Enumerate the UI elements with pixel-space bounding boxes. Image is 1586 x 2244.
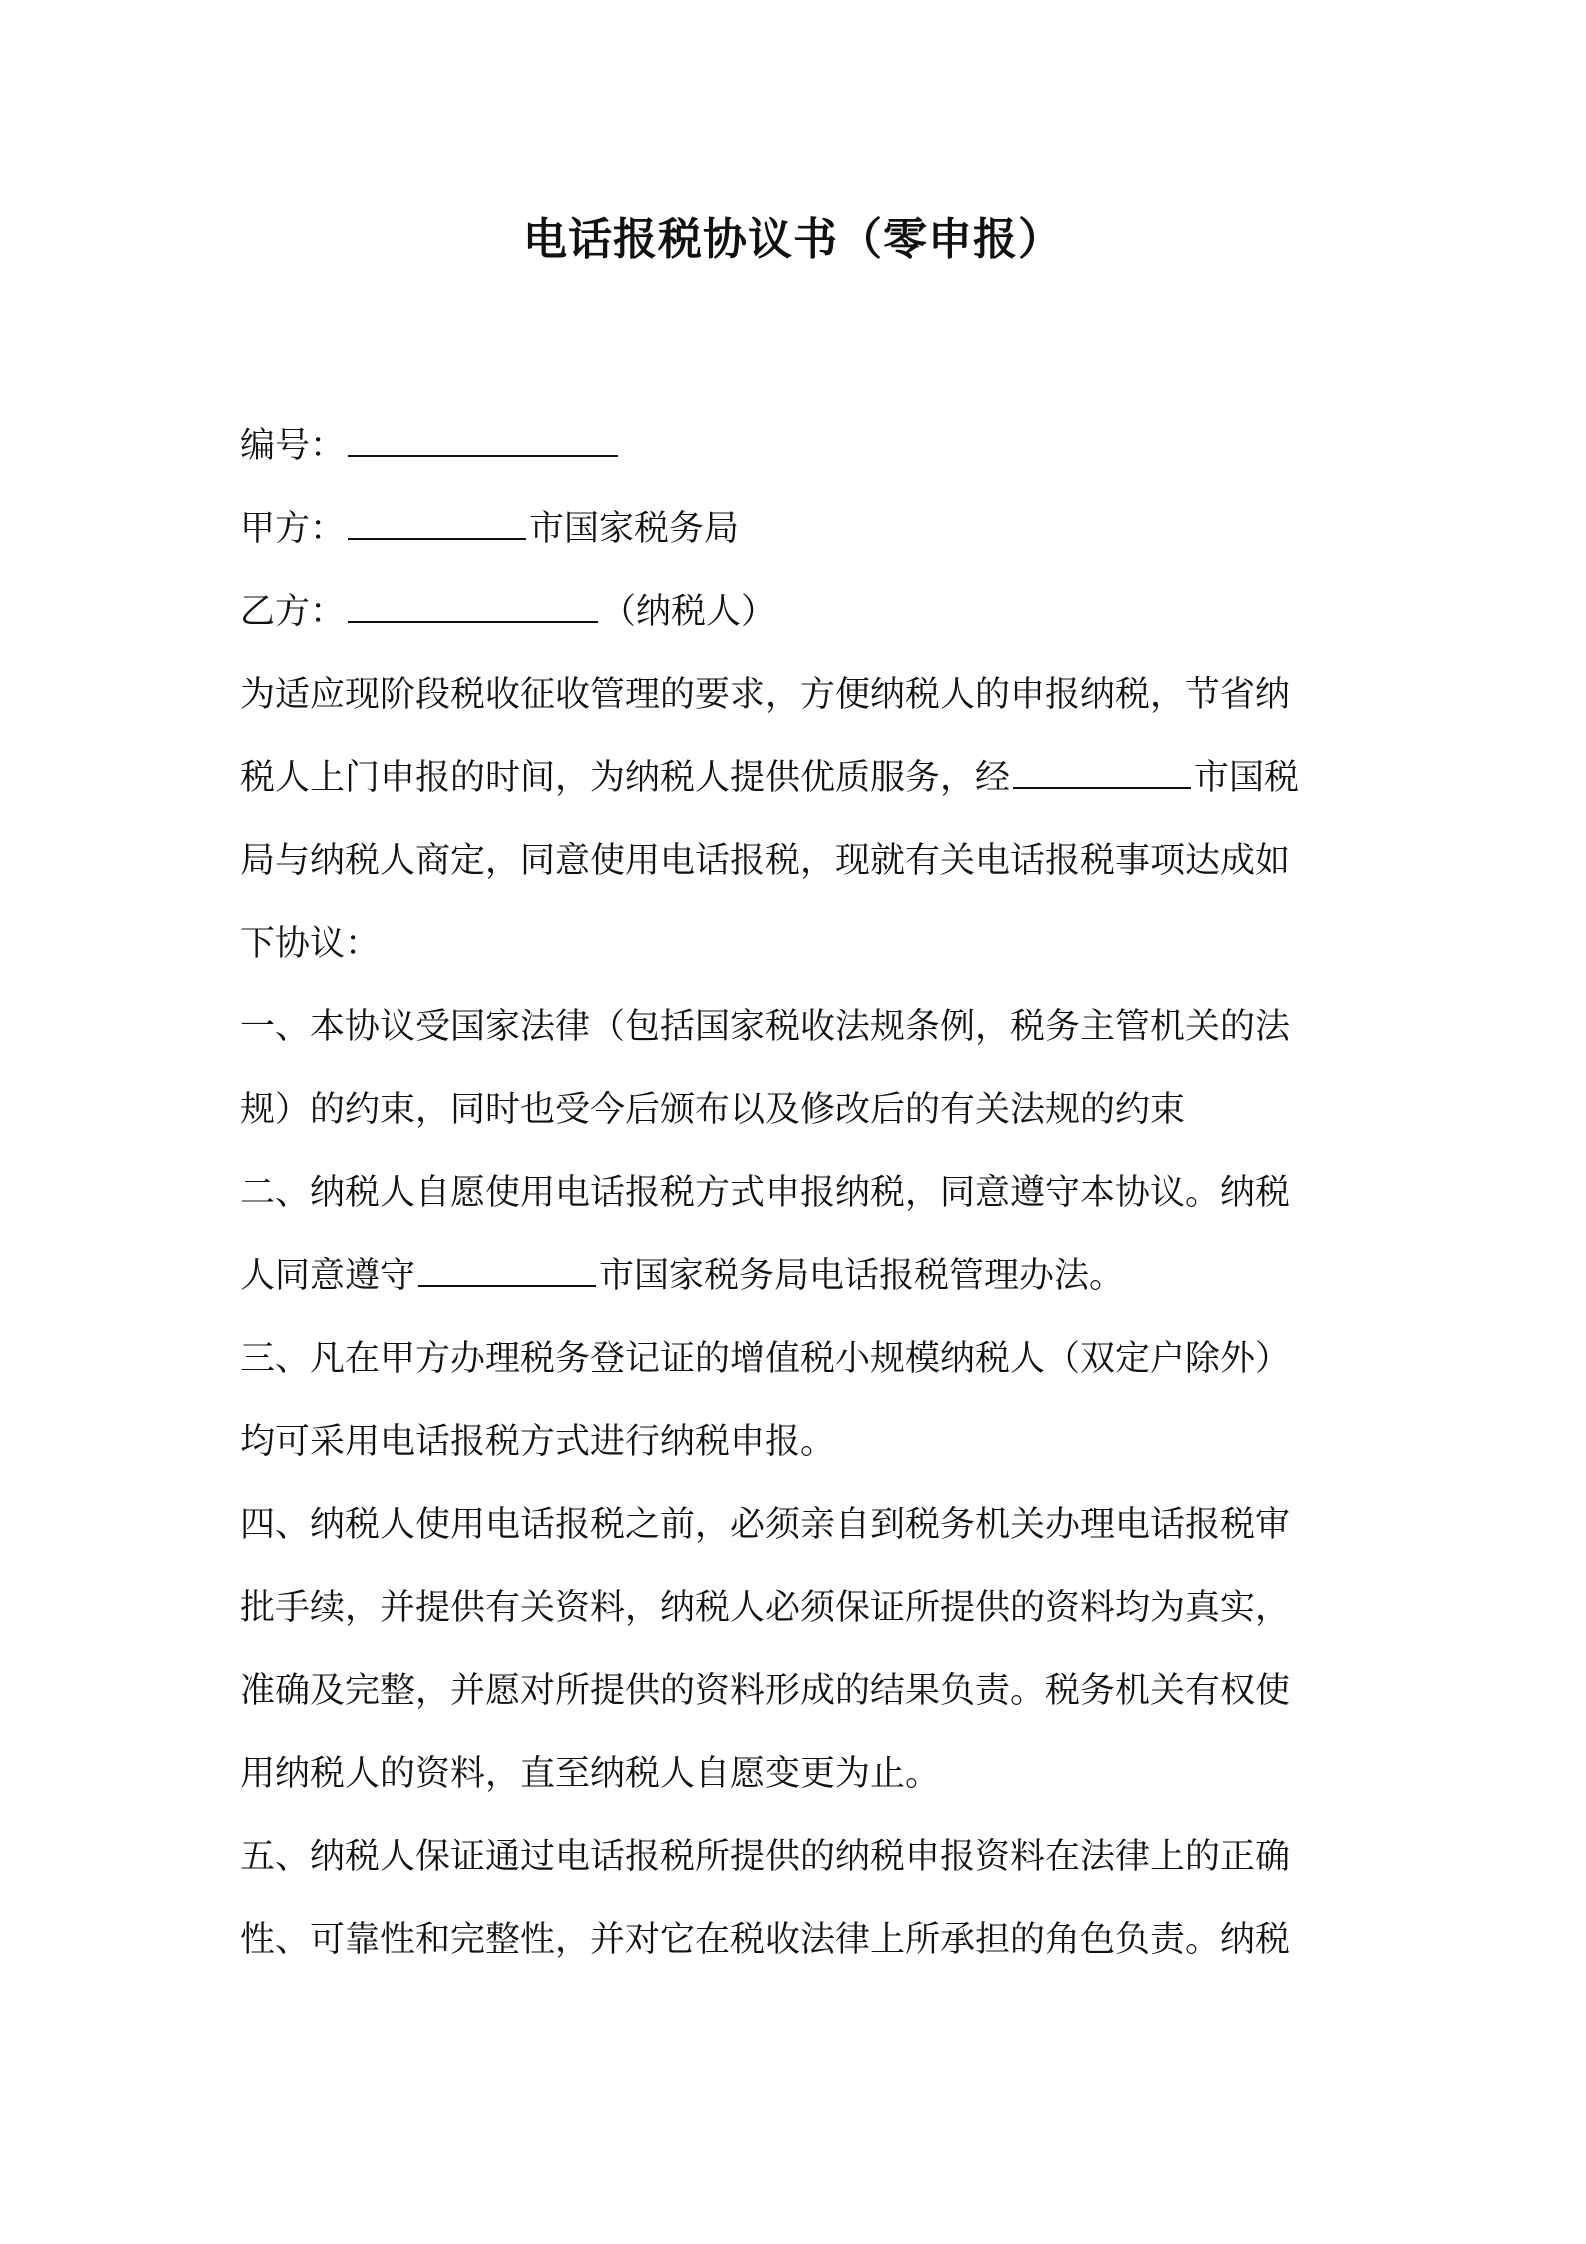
number-label: 编号： <box>240 426 346 466</box>
paragraph-text: 税人上门申报的时间，为纳税人提供优质服务，经 <box>240 758 1011 798</box>
paragraph-text: 人同意遵守 <box>240 1256 416 1296</box>
city-blank <box>1013 759 1191 789</box>
document-title: 电话报税协议书（零申报） <box>523 214 1063 265</box>
number-blank <box>348 427 618 457</box>
paragraph-line <box>240 737 1356 820</box>
clause-1-line: 规）的约束，同时也受今后颁布以及修改后的有关法规的约束 <box>240 1090 1186 1130</box>
clause-3-line: 均可采用电话报税方式进行纳税申报。 <box>240 1422 836 1462</box>
document-body <box>240 405 1356 1982</box>
party-a-blank <box>348 510 526 540</box>
clause-4-line: 批手续，并提供有关资料，纳税人必须保证所提供的资料均为真实， <box>240 1588 1291 1628</box>
party-a-suffix: 市国家税务局 <box>529 509 740 549</box>
clause-5-line: 性、可靠性和完整性，并对它在税收法律上所承担的角色负责。纳税 <box>240 1920 1291 1960</box>
party-a-field <box>240 488 1356 571</box>
paragraph-line: 局与纳税人商定，同意使用电话报税，现就有关电话报税事项达成如 <box>240 841 1291 881</box>
clause-2-line: 二、纳税人自愿使用电话报税方式申报纳税，同意遵守本协议。纳税 <box>240 1173 1291 1213</box>
party-b-label: 乙方： <box>240 592 346 632</box>
clause-4-line: 四、纳税人使用电话报税之前，必须亲自到税务机关办理电话报税审 <box>240 1505 1291 1545</box>
party-b-field <box>240 571 1356 654</box>
paragraph-line: 为适应现阶段税收征收管理的要求，方便纳税人的申报纳税，节省纳 <box>240 675 1291 715</box>
clause-3-line: 三、凡在甲方办理税务登记证的增值税小规模纳税人（双定户除外） <box>240 1339 1291 1379</box>
clause-5-line: 五、纳税人保证通过电话报税所提供的纳税申报资料在法律上的正确 <box>240 1837 1291 1877</box>
city-blank <box>418 1257 596 1287</box>
clause-2-line <box>240 1235 1356 1318</box>
clause-4-line: 准确及完整，并愿对所提供的资料形成的结果负责。税务机关有权使 <box>240 1671 1291 1711</box>
paragraph-line: 下协议： <box>240 924 381 964</box>
paragraph-text: 市国税 <box>1194 758 1300 798</box>
clause-1-line: 一、本协议受国家法律（包括国家税收法规条例，税务主管机关的法 <box>240 1007 1291 1047</box>
party-b-blank <box>348 593 598 623</box>
party-a-label: 甲方： <box>240 509 346 549</box>
party-b-suffix: （纳税人） <box>601 592 777 632</box>
paragraph-text: 市国家税务局电话报税管理办法。 <box>599 1256 1125 1296</box>
number-field <box>240 405 1356 488</box>
clause-4-line: 用纳税人的资料，直至纳税人自愿变更为止。 <box>240 1754 941 1794</box>
